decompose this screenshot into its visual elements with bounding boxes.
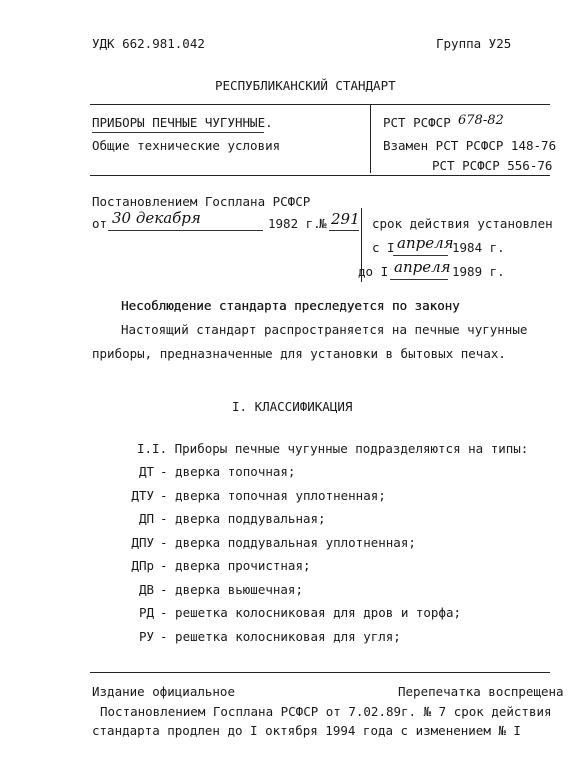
decree-year: 1982 г.: [268, 216, 321, 231]
type-code: ДПУ: [131, 534, 154, 550]
validity-start-underline: [393, 255, 448, 256]
scope-line2: приборы, предназначенные для установки в бытовых печах.: [92, 346, 506, 361]
decree-number-label: №: [319, 216, 327, 231]
amendment-line1: Постановлением Госплана РСФСР от 7.02.89г. № 7 срок действия: [100, 704, 552, 719]
section-title: I. КЛАССИФИКАЦИЯ: [232, 399, 353, 414]
validity-label: срок действия установлен: [372, 216, 553, 231]
type-code: ДП: [138, 511, 154, 526]
amendment-line2: стандарта продлен до I октября 1994 года с изменением № I: [92, 723, 521, 738]
standard-subtitle: Общие технические условия: [92, 138, 281, 153]
type-code: ДТУ: [131, 487, 154, 503]
type-code: РД: [138, 605, 154, 620]
type-code: ДВ: [138, 581, 154, 597]
standard-name: ПРИБОРЫ ПЕЧНЫЕ ЧУГУННЫЕ.: [92, 115, 273, 130]
decree-number-underline: [329, 230, 359, 231]
validity-start-year: 1984 г.: [452, 240, 505, 255]
type-description: - дверка вьюшечная;: [160, 581, 303, 597]
decree-number-handwritten: 291: [331, 210, 360, 228]
decree-date-handwritten: 30 декабря: [112, 209, 201, 227]
type-description: - дверка топочная;: [160, 464, 296, 479]
type-code: РУ: [138, 628, 154, 644]
reprint-prohibited: Перепечатка воспрещена: [398, 684, 564, 699]
republic-standard-heading: РЕСПУБЛИКАНСКИЙ СТАНДАРТ: [215, 78, 396, 93]
type-description: - решетка колосниковая для дров и торфа;: [160, 605, 462, 620]
type-code: ДПр: [131, 558, 154, 573]
validity-start-prefix: с I: [372, 240, 395, 255]
top-divider: [90, 104, 550, 105]
type-code: ДТ: [138, 464, 154, 479]
title-vertical-divider: [370, 105, 371, 173]
type-description: - дверка поддувальная;: [160, 511, 326, 526]
type-description: - дверка прочистная;: [160, 558, 311, 573]
validity-end-year: 1989 г.: [452, 264, 505, 279]
standard-name-underline: [92, 132, 264, 133]
rst-number-handwritten: 678-82: [458, 113, 504, 128]
scope-line1: Настоящий стандарт распространяется на печные чугунные: [121, 322, 528, 337]
type-description: - дверка топочная уплотненная;: [160, 487, 386, 503]
validity-start-month: апреля: [397, 234, 454, 252]
law-notice: Несоблюдение стандарта преследуется по закону: [121, 298, 460, 313]
classification-clause: I.I. Приборы печные чугунные подразделяются на типы:: [137, 441, 529, 456]
footer-divider: [90, 672, 550, 673]
mid-divider: [90, 175, 550, 176]
decree-line: Постановлением Госплана РСФСР: [92, 194, 311, 209]
replaces-line2: РСТ РСФСР 556-76: [432, 158, 553, 173]
replaces-line1: Взамен РСТ РСФСР 148-76: [383, 138, 557, 153]
rst-label: РСТ РСФСР: [383, 115, 451, 130]
type-description: - дверка поддувальная уплотненная;: [160, 534, 416, 550]
decree-date-underline: [108, 230, 263, 231]
validity-end-month: апреля: [394, 258, 451, 276]
group-code: Группа У25: [436, 36, 512, 51]
validity-end-prefix: до I: [358, 264, 389, 279]
udk-code: УДК 662.981.042: [92, 36, 205, 51]
type-description: - решетка колосниковая для угля;: [160, 628, 401, 644]
validity-end-underline: [390, 279, 448, 280]
decree-from-label: от: [92, 216, 108, 231]
official-edition: Издание официальное: [92, 684, 235, 699]
